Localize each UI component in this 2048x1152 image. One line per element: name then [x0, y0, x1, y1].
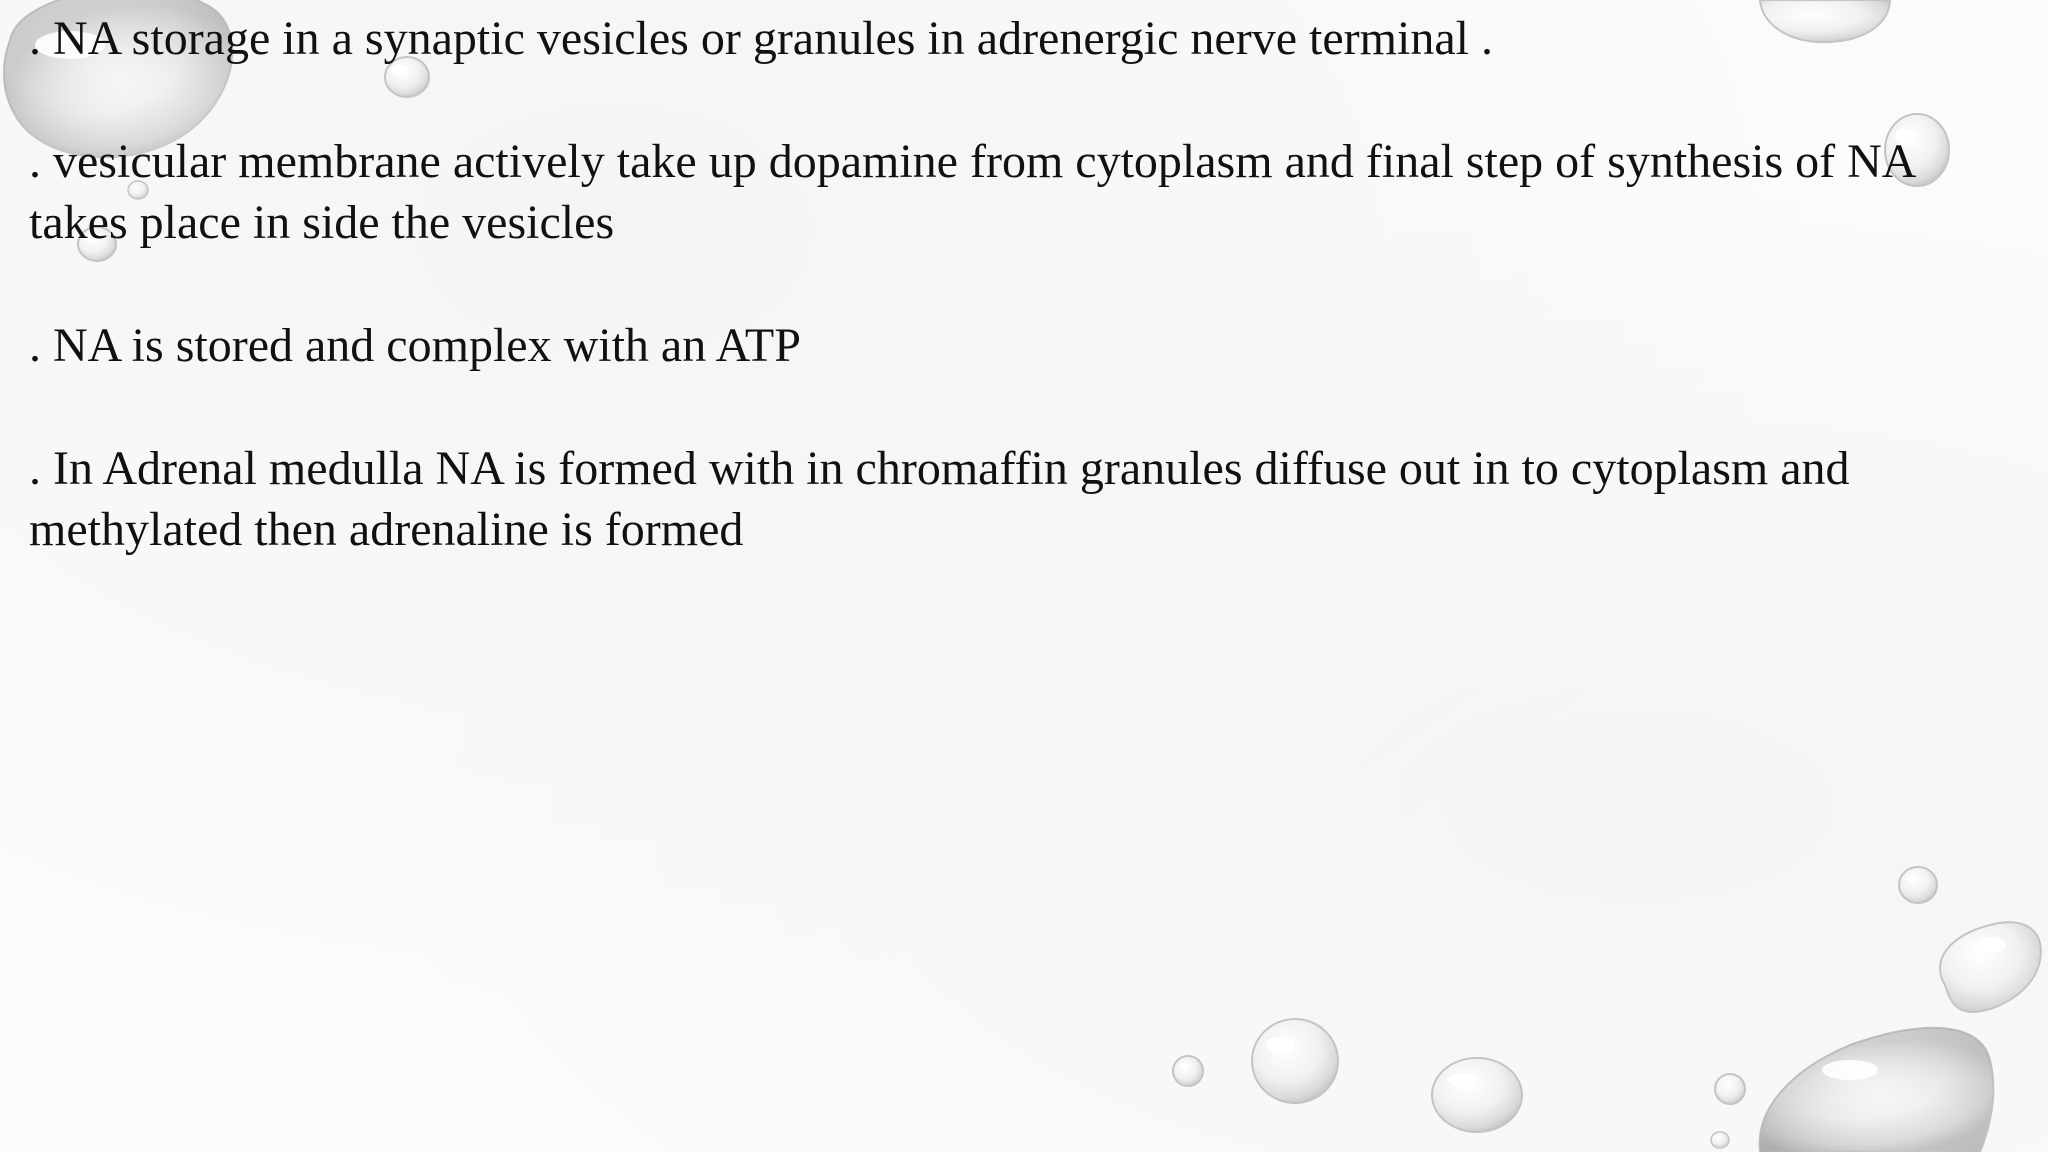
droplet-bottom-center-3 [1432, 1058, 1522, 1132]
droplet-bottom-right-small-1 [1899, 867, 1937, 903]
paragraph-atp-complex: . NA is stored and complex with an ATP [29, 319, 801, 372]
droplet-bottom-center-1 [1173, 1056, 1203, 1086]
slide-body [29, 8, 2019, 622]
paragraph-adrenal-medulla: . In Adrenal medulla NA is formed with in chromaffin granules diffuse out in to cytoplasm and methylated then adrenaline is formed [29, 442, 1850, 556]
droplet-bottom-right-tiny [1711, 1132, 1729, 1148]
droplet-bottom-right-small-2 [1715, 1074, 1745, 1104]
paragraph-vesicular-membrane: . vesicular membrane actively take up dopamine from cytoplasm and final step of synthesis of NA takes place in side the vesicles [29, 135, 1914, 249]
droplet-bottom-right-elongated [1940, 922, 2041, 1012]
droplet-bottom-right-large [1760, 1028, 1994, 1152]
droplet-bottom-center-2 [1252, 1019, 1338, 1103]
paragraph-na-storage: . NA storage in a synaptic vesicles or granules in adrenergic nerve terminal . [29, 12, 1493, 65]
